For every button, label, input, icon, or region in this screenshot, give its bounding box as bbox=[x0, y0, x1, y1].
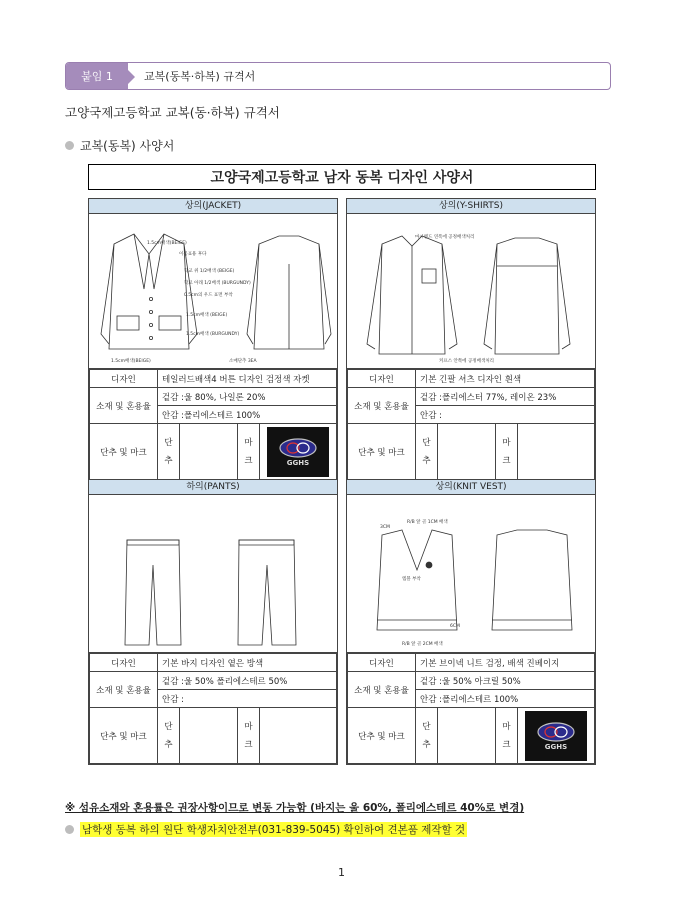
jacket-note-6: 1.5cm배색 (BEIGE) bbox=[186, 313, 228, 318]
jacket-note-4: 학교 아래 1/2배색 (BURGUNDY) bbox=[184, 281, 251, 286]
material-label: 소재 및 혼용율 bbox=[348, 672, 416, 708]
attachment-title: 교복(동복·하복) 규격서 bbox=[144, 70, 256, 83]
vest-note-4: 6CM bbox=[450, 624, 460, 629]
section-title: 교복(동복) 사양서 bbox=[80, 139, 175, 153]
vest-header: 상의(KNIT VEST) bbox=[347, 480, 595, 495]
vest-note-3: 엠블 부착 bbox=[402, 577, 421, 582]
bullet-icon bbox=[65, 141, 74, 150]
school-logo: GGHS bbox=[267, 427, 329, 477]
fabric-note: ※ 섬유소재와 혼용률은 권장사항이므로 변동 가능함 (바지는 울 60%, 폴리에스테르 40%로 변경) bbox=[65, 802, 525, 814]
shirt-spec-table bbox=[347, 369, 595, 480]
mark-chars: 마 크 bbox=[238, 708, 260, 764]
page-number: 1 bbox=[338, 866, 345, 879]
mark-chars: 마 크 bbox=[496, 708, 518, 764]
shirt-outer: 겉감 :폴리에스터 77%, 레이온 23% bbox=[416, 388, 595, 406]
button-cell bbox=[438, 424, 496, 480]
shirt-header: 상의(Y-SHIRTS) bbox=[347, 199, 595, 214]
jacket-note-3: 학교 위 1/2배색 (BEIGE) bbox=[184, 269, 235, 274]
design-label: 디자인 bbox=[348, 370, 416, 388]
vest-drawing bbox=[347, 495, 595, 653]
attachment-header bbox=[65, 62, 611, 90]
mark-cell bbox=[518, 708, 595, 764]
button-mark-label: 단추 및 마크 bbox=[348, 708, 416, 764]
button-chars: 단 추 bbox=[158, 708, 180, 764]
design-label: 디자인 bbox=[90, 370, 158, 388]
shirt-drawing bbox=[347, 214, 595, 369]
material-label: 소재 및 혼용율 bbox=[90, 672, 158, 708]
pants-spec-table bbox=[89, 653, 337, 764]
jacket-inner: 안감 :폴리에스테르 100% bbox=[158, 406, 337, 424]
pants-inner: 안감 : bbox=[158, 690, 337, 708]
vest-outer: 겉감 :울 50% 아크릴 50% bbox=[416, 672, 595, 690]
sample-note-text: 남학생 동복 하의 원단 학생자치안전부(031-839-5045) 확인하여 견본품 제작할 것 bbox=[82, 824, 466, 836]
mark-cell bbox=[518, 424, 595, 480]
jacket-drawing bbox=[89, 214, 337, 369]
shirt-note-2: 커프스 안쪽에 공정배색처리 bbox=[439, 359, 495, 364]
button-cell bbox=[438, 708, 496, 764]
button-cell bbox=[180, 424, 238, 480]
shirt-design: 기본 긴팔 셔츠 디자인 흰색 bbox=[416, 370, 595, 388]
shirt-inner: 안감 : bbox=[416, 406, 595, 424]
jacket-design: 테일러드배색4 버튼 디자인 검정색 자켓 bbox=[158, 370, 337, 388]
jacket-outer: 겉감 :울 80%, 나일론 20% bbox=[158, 388, 337, 406]
vest-note-1: 3CM bbox=[380, 525, 390, 530]
pants-drawing bbox=[89, 495, 337, 653]
vest-note-2: R/B 앞 골 1CM 배색 bbox=[407, 520, 448, 525]
spec-banner: 고양국제고등학교 남자 동복 디자인 사양서 bbox=[88, 164, 596, 190]
bullet-icon bbox=[65, 825, 74, 834]
jacket-spec-table bbox=[89, 369, 337, 480]
pants-panel bbox=[88, 479, 338, 765]
vest-inner: 안감 :폴리에스테르 100% bbox=[416, 690, 595, 708]
pants-header: 하의(PANTS) bbox=[89, 480, 337, 495]
mark-cell bbox=[260, 708, 337, 764]
button-mark-label: 단추 및 마크 bbox=[348, 424, 416, 480]
button-chars: 단 추 bbox=[158, 424, 180, 480]
document-title: 고양국제고등학교 교복(동·하복) 규격서 bbox=[65, 105, 280, 120]
vest-design: 기본 브이넥 니트 검정, 배색 진베이지 bbox=[416, 654, 595, 672]
attachment-badge: 붙임 1 bbox=[66, 63, 128, 89]
jacket-note-1: 1.5cm배색(BEIGE) bbox=[147, 241, 187, 246]
vest-panel bbox=[346, 479, 596, 765]
jacket-panel bbox=[88, 198, 338, 481]
jacket-note-7: 1.5cm배색 (BURGUNDY) bbox=[186, 332, 240, 337]
jacket-note-5: 0.5cm의 우드 표면 부착 bbox=[184, 293, 233, 298]
jacket-note-2: 이름표용 후다 bbox=[179, 252, 207, 257]
jacket-header: 상의(JACKET) bbox=[89, 199, 337, 214]
pants-design: 기본 바지 디자인 옅은 방색 bbox=[158, 654, 337, 672]
button-mark-label: 단추 및 마크 bbox=[90, 708, 158, 764]
shirt-note-1: 마시멘드 연폭에 공정배색처리 bbox=[415, 235, 475, 240]
shirt-panel bbox=[346, 198, 596, 481]
jacket-note-8: 1.5cm배색(BEIGE) bbox=[111, 359, 151, 364]
button-chars: 단 추 bbox=[416, 708, 438, 764]
material-label: 소재 및 혼용율 bbox=[90, 388, 158, 424]
jacket-note-9: 소매단추 3EA bbox=[229, 359, 257, 364]
school-logo: GGHS bbox=[525, 711, 587, 761]
mark-cell bbox=[260, 424, 337, 480]
button-cell bbox=[180, 708, 238, 764]
mark-chars: 마 크 bbox=[238, 424, 260, 480]
button-chars: 단 추 bbox=[416, 424, 438, 480]
mark-chars: 마 크 bbox=[496, 424, 518, 480]
section-heading bbox=[65, 137, 174, 154]
material-label: 소재 및 혼용율 bbox=[348, 388, 416, 424]
vest-note-5: R/B 앞 골 2CM 배색 bbox=[402, 642, 443, 647]
vest-spec-table bbox=[347, 653, 595, 764]
design-label: 디자인 bbox=[90, 654, 158, 672]
pants-outer: 겉감 :울 50% 폴리에스테르 50% bbox=[158, 672, 337, 690]
button-mark-label: 단추 및 마크 bbox=[90, 424, 158, 480]
design-label: 디자인 bbox=[348, 654, 416, 672]
sample-note bbox=[65, 822, 467, 837]
